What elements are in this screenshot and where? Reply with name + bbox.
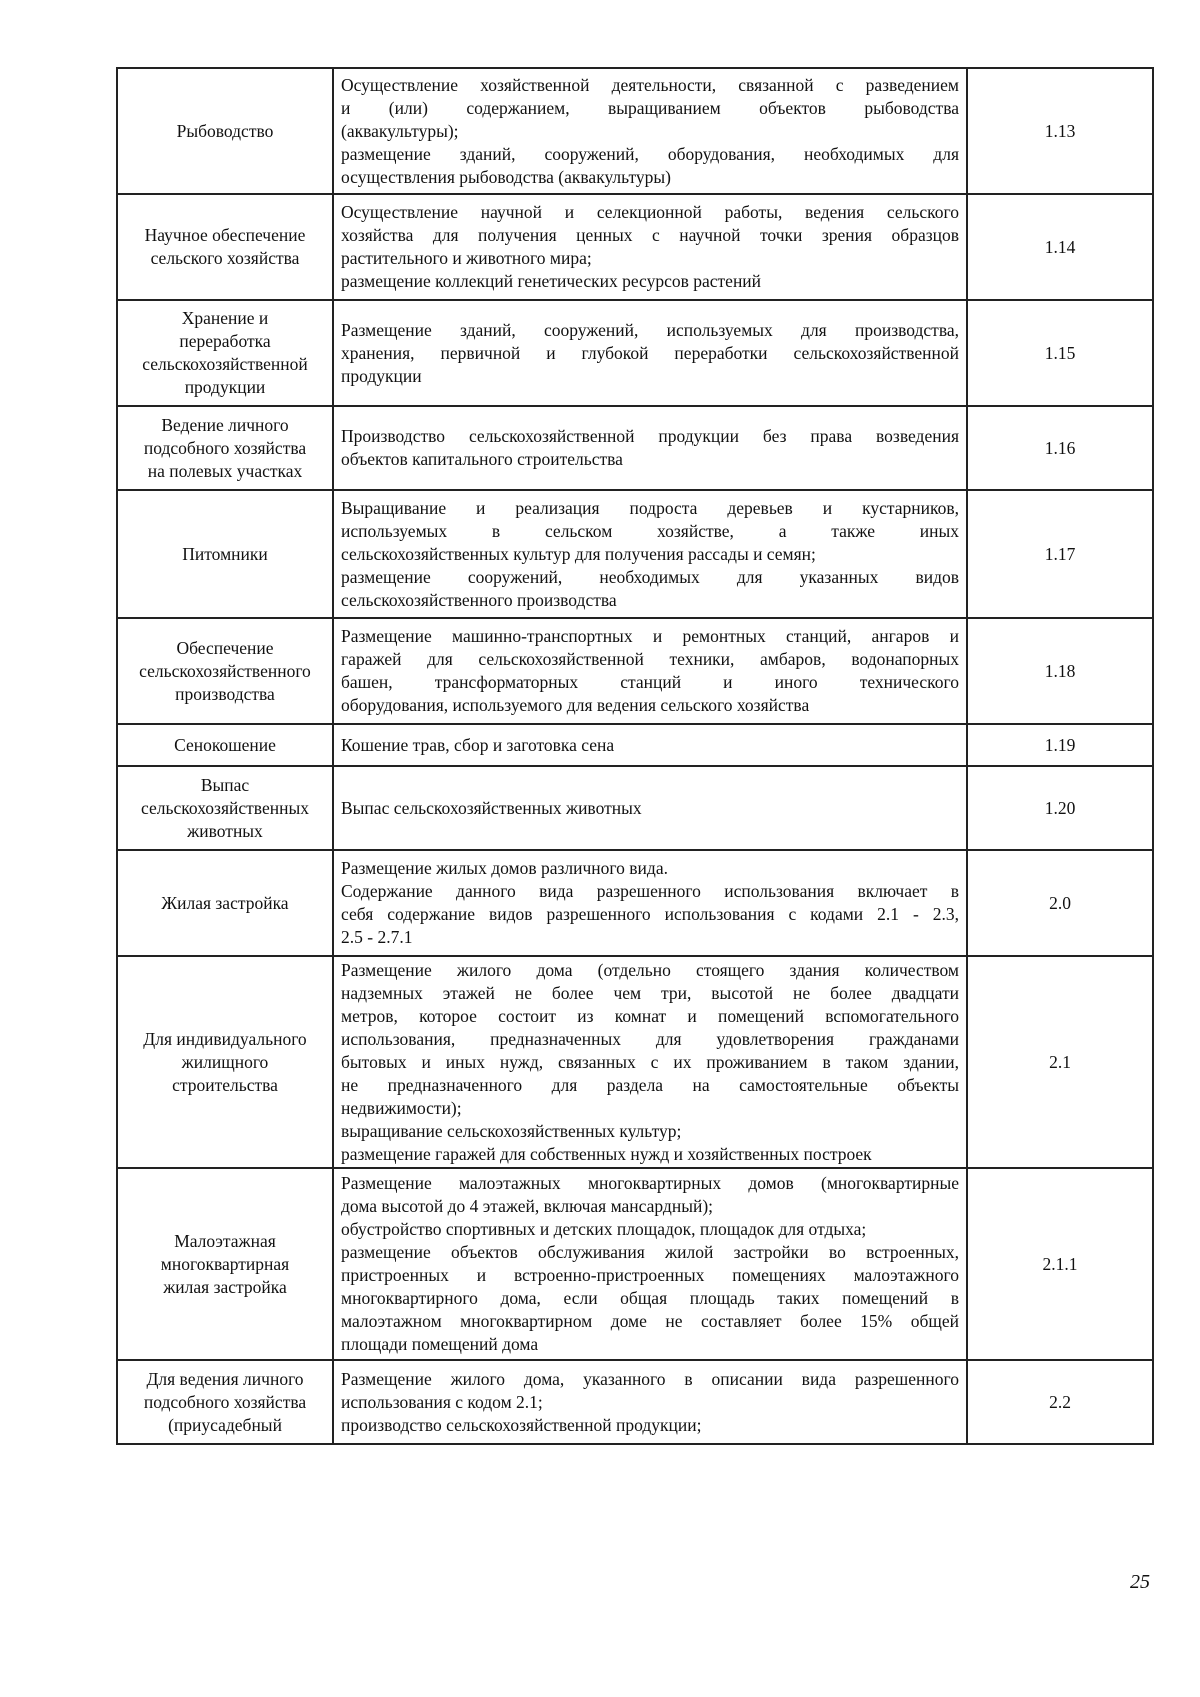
use-type-description-line: используемых в сельском хозяйстве, а также иных bbox=[341, 520, 959, 541]
use-type-name-line: подсобного хозяйства bbox=[143, 1391, 307, 1412]
table-row bbox=[117, 618, 1153, 724]
use-type-description-line: размещение сооружений, необходимых для указанных видов bbox=[341, 566, 959, 587]
use-type-name-line: Жилая застройка bbox=[161, 892, 289, 913]
use-type-description-line: хозяйства для получения ценных с научной точки зрения образцов bbox=[341, 225, 959, 245]
use-type-name-cell bbox=[117, 68, 333, 194]
use-type-code-cell: 1.13 bbox=[967, 68, 1153, 194]
use-type-description-line: Производство сельскохозяйственной продукции без права возведения bbox=[341, 426, 959, 446]
use-type-code-cell: 1.15 bbox=[967, 300, 1153, 406]
use-type-description-line: хранения, первичной и глубокой переработки сельскохозяйственной bbox=[341, 342, 959, 363]
use-type-description-line: Осуществление научной и селекционной работы, ведения сельского bbox=[341, 202, 959, 222]
use-type-description-line: надземных этажей не более чем три, высотой не более двадцати bbox=[341, 982, 959, 1003]
use-type-description-cell bbox=[333, 1360, 967, 1444]
use-type-code-cell: 1.18 bbox=[967, 618, 1153, 724]
use-type-description-line: Размещение зданий, сооружений, используемых для производства, bbox=[341, 319, 959, 340]
use-type-description-line: обустройство спортивных и детских площадок, площадок для отдыха; bbox=[341, 1219, 867, 1239]
use-type-name-line: жилая застройка bbox=[163, 1276, 287, 1297]
use-type-description-cell bbox=[333, 618, 967, 724]
use-type-name-line: Хранение и bbox=[181, 308, 269, 328]
use-type-description-line: Выращивание и реализация подроста деревьев и кустарников, bbox=[341, 497, 959, 518]
use-type-name-line: жилищного bbox=[181, 1051, 269, 1072]
use-type-description-line: использования с кодом 2.1; bbox=[341, 1391, 543, 1412]
use-type-name-line: на полевых участках bbox=[147, 460, 303, 481]
use-type-name-cell bbox=[117, 766, 333, 850]
use-type-code-cell: 1.17 bbox=[967, 490, 1153, 618]
table-row bbox=[117, 850, 1153, 956]
use-type-name-line: Для индивидуального bbox=[143, 1028, 307, 1049]
table-row bbox=[117, 724, 1153, 766]
use-type-description-line: (аквакультуры); bbox=[341, 120, 459, 141]
use-type-description-line: малоэтажном многоквартирном доме не составляет более 15% общей bbox=[341, 1311, 959, 1331]
use-type-description-cell bbox=[333, 300, 967, 406]
table-row bbox=[117, 490, 1153, 618]
use-type-name-line: сельскохозяйственной bbox=[142, 354, 308, 374]
use-type-description-line: площади помещений дома bbox=[341, 1334, 539, 1354]
use-type-description-line: размещение гаражей для собственных нужд и хозяйственных построек bbox=[341, 1143, 872, 1164]
use-type-description-line: не предназначенного для раздела на самостоятельные объекты bbox=[341, 1074, 959, 1095]
use-type-description-line: Выпас сельскохозяйственных животных bbox=[341, 797, 642, 818]
table-row bbox=[117, 68, 1153, 194]
use-type-code-cell: 2.1 bbox=[967, 956, 1153, 1168]
use-type-description-line: оборудования, используемого для ведения сельского хозяйства bbox=[341, 695, 810, 715]
table-row bbox=[117, 194, 1153, 300]
use-type-name-cell bbox=[117, 1360, 333, 1444]
use-type-description-line: Содержание данного вида разрешенного использования включает в bbox=[341, 881, 959, 901]
use-type-name-line: животных bbox=[187, 820, 263, 841]
use-type-description-line: размещение зданий, сооружений, оборудования, необходимых для bbox=[341, 143, 959, 164]
use-type-description-line: использования, предназначенных для удовлетворения гражданами bbox=[341, 1028, 959, 1049]
use-type-description-cell bbox=[333, 194, 967, 300]
table-row bbox=[117, 766, 1153, 850]
table-row bbox=[117, 956, 1153, 1168]
use-type-description-cell bbox=[333, 850, 967, 956]
use-type-description-line: Размещение жилого дома, указанного в описании вида разрешенного bbox=[341, 1368, 959, 1389]
use-type-description-line: продукции bbox=[341, 365, 422, 386]
use-type-code-cell: 2.0 bbox=[967, 850, 1153, 956]
use-type-name-line: Рыбоводство bbox=[176, 120, 274, 141]
use-type-name-line: Ведение личного bbox=[161, 414, 289, 435]
use-type-description-cell bbox=[333, 956, 967, 1168]
use-type-description-line: растительного и животного мира; bbox=[341, 248, 592, 268]
use-type-description-line: выращивание сельскохозяйственных культур; bbox=[341, 1120, 682, 1141]
use-type-name-cell bbox=[117, 300, 333, 406]
use-type-name-line: подсобного хозяйства bbox=[143, 437, 307, 458]
use-type-name-line: Питомники bbox=[182, 543, 268, 564]
use-type-description-line: осуществления рыбоводства (аквакультуры) bbox=[341, 166, 671, 187]
use-type-description-cell bbox=[333, 490, 967, 618]
use-type-description-line: пристроенных и встроенно-пристроенных помещениях малоэтажного bbox=[341, 1265, 959, 1285]
use-type-description-line: производство сельскохозяйственной продукции; bbox=[341, 1414, 702, 1435]
use-type-description-line: недвижимости); bbox=[341, 1097, 462, 1118]
table-row bbox=[117, 406, 1153, 490]
use-type-name-line: Для ведения личного bbox=[146, 1368, 304, 1389]
use-type-name-line: сельскохозяйственных bbox=[141, 797, 309, 818]
use-type-code-cell: 2.1.1 bbox=[967, 1168, 1153, 1360]
use-type-description-line: и (или) содержанием, выращиванием объектов рыбоводства bbox=[341, 97, 959, 118]
use-type-name-cell bbox=[117, 724, 333, 766]
use-type-description-cell bbox=[333, 68, 967, 194]
use-type-code-cell: 1.16 bbox=[967, 406, 1153, 490]
use-type-description-line: дома высотой до 4 этажей, включая мансардный); bbox=[341, 1196, 714, 1216]
use-type-name-cell bbox=[117, 1168, 333, 1360]
use-type-description-line: объектов капитального строительства bbox=[341, 449, 623, 469]
use-type-code-cell: 1.19 bbox=[967, 724, 1153, 766]
use-type-name-cell bbox=[117, 194, 333, 300]
use-type-name-line: строительства bbox=[172, 1074, 278, 1095]
use-type-name-line: сельского хозяйства bbox=[150, 248, 300, 268]
use-type-name-cell bbox=[117, 490, 333, 618]
use-type-description-line: Размещение малоэтажных многоквартирных домов (многоквартирные bbox=[341, 1173, 959, 1193]
use-type-name-line: продукции bbox=[184, 377, 266, 397]
use-type-name-cell bbox=[117, 850, 333, 956]
use-type-description-line: бытовых и иных нужд, связанных с их проживанием в таком здании, bbox=[341, 1051, 959, 1072]
use-type-description-line: 2.5 - 2.7.1 bbox=[341, 927, 413, 947]
use-type-description-cell bbox=[333, 406, 967, 490]
table-row bbox=[117, 1168, 1153, 1360]
use-type-description-line: сельскохозяйственных культур для получения рассады и семян; bbox=[341, 543, 816, 564]
use-type-description-line: размещение коллекций генетических ресурсов растений bbox=[341, 271, 762, 291]
use-type-description-cell bbox=[333, 1168, 967, 1360]
use-type-description-line: многоквартирного дома, если общая площадь таких помещений в bbox=[341, 1288, 959, 1308]
use-type-name-line: Малоэтажная bbox=[174, 1230, 276, 1251]
table-row bbox=[117, 1360, 1153, 1444]
land-use-table bbox=[116, 67, 1154, 1445]
table-body bbox=[117, 68, 1153, 1444]
use-type-name-cell bbox=[117, 406, 333, 490]
use-type-description-line: Осуществление хозяйственной деятельности, связанной с разведением bbox=[341, 74, 959, 95]
use-type-description-line: Размещение жилого дома (отдельно стоящего здания количеством bbox=[341, 959, 959, 980]
use-type-name-line: производства bbox=[175, 683, 275, 704]
use-type-name-line: (приусадебный bbox=[168, 1414, 282, 1435]
use-type-code-cell: 2.2 bbox=[967, 1360, 1153, 1444]
use-type-description-cell bbox=[333, 724, 967, 766]
use-type-code-cell: 1.20 bbox=[967, 766, 1153, 850]
table-row bbox=[117, 300, 1153, 406]
page-number: 25 bbox=[1130, 1571, 1150, 1593]
use-type-name-line: сельскохозяйственного bbox=[139, 660, 311, 681]
use-type-description-line: себя содержание видов разрешенного использования с кодами 2.1 - 2.3, bbox=[341, 904, 959, 924]
use-type-name-cell bbox=[117, 618, 333, 724]
use-type-name-line: Обеспечение bbox=[176, 637, 274, 658]
use-type-name-line: Выпас bbox=[200, 774, 250, 795]
use-type-description-line: размещение объектов обслуживания жилой застройки во встроенных, bbox=[341, 1242, 959, 1262]
use-type-description-line: Размещение жилых домов различного вида. bbox=[341, 858, 668, 878]
use-type-name-line: Научное обеспечение bbox=[144, 225, 306, 245]
use-type-description-cell bbox=[333, 766, 967, 850]
use-type-code-cell: 1.14 bbox=[967, 194, 1153, 300]
use-type-description-line: Размещение машинно-транспортных и ремонтных станций, ангаров и bbox=[341, 626, 959, 646]
use-type-name-line: многоквартирная bbox=[160, 1253, 290, 1274]
use-type-description-line: сельскохозяйственного производства bbox=[341, 589, 617, 610]
use-type-name-cell bbox=[117, 956, 333, 1168]
use-type-name-line: переработка bbox=[179, 331, 271, 351]
use-type-description-line: метров, которое состоит из комнат и помещений вспомогательного bbox=[341, 1005, 959, 1026]
use-type-name-line: Сенокошение bbox=[174, 734, 276, 755]
use-type-description-line: Кошение трав, сбор и заготовка сена bbox=[341, 734, 615, 755]
use-type-description-line: гаражей для сельскохозяйственной техники, амбаров, водонапорных bbox=[341, 649, 959, 669]
use-type-description-line: башен, трансформаторных станций и иного технического bbox=[341, 672, 959, 692]
